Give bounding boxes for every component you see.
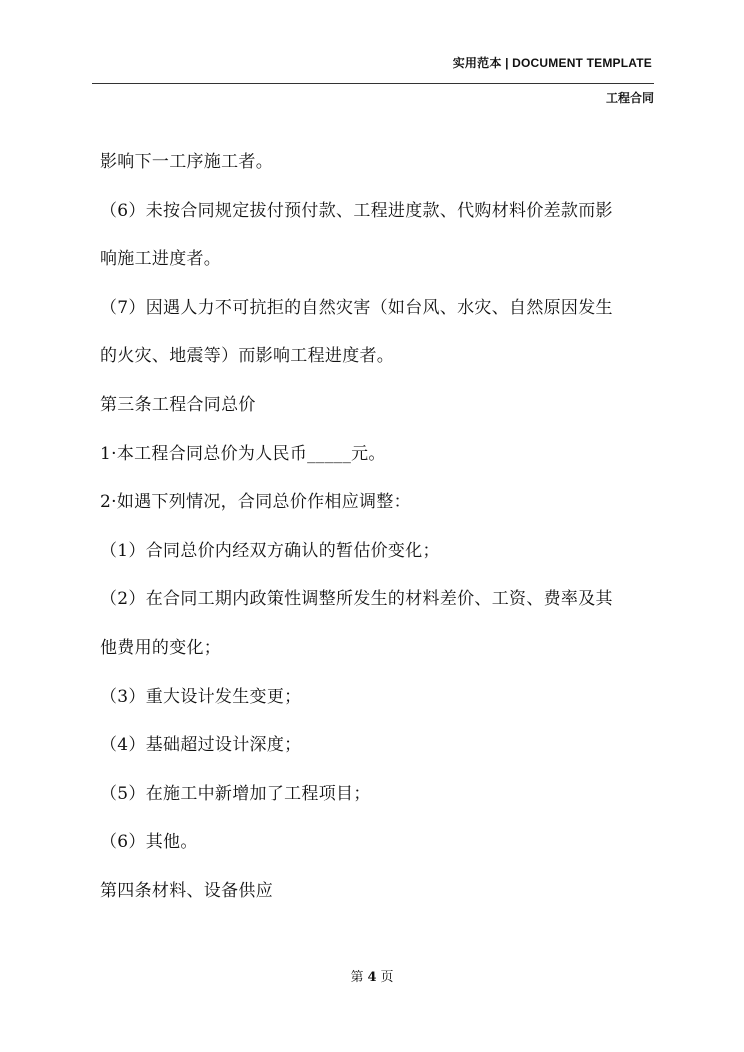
text-line: 影响下一工序施工者。 (100, 152, 273, 172)
section-heading: 第四条材料、设备供应 (100, 880, 273, 901)
header-title: 实用范本 | DOCUMENT TEMPLATE (452, 56, 652, 70)
page-number: 4 (367, 970, 377, 985)
text-line: （6）其他。 (100, 832, 198, 853)
text-line: 响施工进度者。 (100, 249, 222, 270)
text-line: （4）基础超过设计深度； (100, 735, 302, 756)
text-line: 的火灾、地震等）而影响工程进度者。 (100, 346, 395, 367)
section-heading: 第三条工程合同总价 (100, 394, 256, 415)
text-line: 他费用的变化； (100, 637, 222, 658)
text-line: （6）未按合同规定拔付预付款、工程进度款、代购材料价差款而影 (100, 200, 613, 221)
text-line: 2·如遇下列情况，合同总价作相应调整： (100, 492, 411, 513)
header-subtitle: 工程合同 (605, 91, 654, 105)
footer-suffix: 页 (380, 970, 394, 985)
text-line: （2）在合同工期内政策性调整所发生的材料差价、工资、费率及其 (100, 589, 613, 610)
text-line: （1）合同总价内经双方确认的暂估价变化； (100, 540, 440, 561)
text-line: （5）在施工中新增加了工程项目； (100, 783, 371, 804)
document-body (100, 138, 660, 916)
footer-prefix: 第 (350, 970, 364, 985)
text-line: （3）重大设计发生变更； (100, 686, 302, 707)
text-line: （7）因遇人力不可抗拒的自然灾害（如台风、水灾、自然原因发生 (100, 297, 613, 318)
header-divider (92, 83, 654, 84)
page-footer (0, 966, 744, 985)
text-line: 1·本工程合同总价为人民币_____元。 (100, 443, 386, 464)
